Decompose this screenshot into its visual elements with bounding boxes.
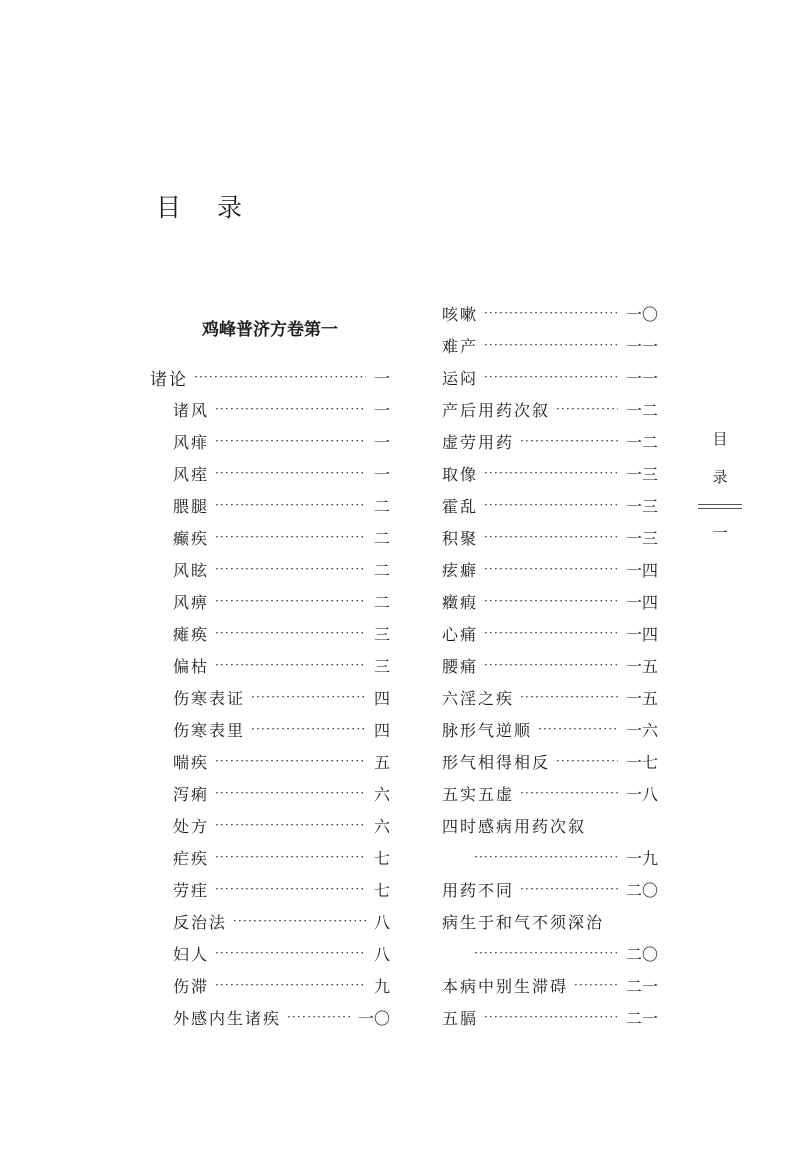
toc-entry[interactable] [442,621,658,645]
leader-dots [484,626,618,640]
entry-page: 一三 [625,464,658,484]
entry-label: 五实五虚 [442,784,515,804]
toc-entry[interactable] [442,1005,658,1029]
entry-page: 一〇 [625,304,658,324]
toc-entry[interactable] [150,685,390,709]
entry-page: 一 [373,432,390,452]
entry-label: 癥瘕 [442,592,479,612]
entry-page: 六 [373,784,390,804]
entry-label: 六淫之疾 [442,688,515,708]
toc-entry[interactable] [150,973,390,997]
leader-dots [556,754,618,768]
leader-dots [215,434,366,448]
toc-entry-continuation[interactable] [442,941,658,965]
toc-entry[interactable] [150,493,390,517]
entry-label: 产后用药次叙 [442,400,551,420]
leader-dots [520,434,618,448]
leader-dots [251,690,366,704]
toc-entry[interactable] [442,813,658,837]
toc-entry[interactable] [150,589,390,613]
toc-entry[interactable] [150,653,390,677]
toc-entry[interactable] [150,941,390,965]
entry-page: 九 [373,976,390,996]
toc-entry[interactable] [150,813,390,837]
leader-dots [215,658,366,672]
leader-dots [215,530,366,544]
entry-page: 一 [373,400,390,420]
toc-entry[interactable] [442,781,658,805]
entry-page: 八 [373,944,390,964]
toc-entry[interactable] [442,301,658,325]
entry-label: 偏枯 [173,656,210,676]
toc-entry[interactable] [442,653,658,677]
leader-dots [484,338,618,352]
leader-dots [215,594,366,608]
entry-label: 难产 [442,336,479,356]
entry-label: 瘫痪 [173,624,210,644]
entry-label: 劳疰 [173,880,210,900]
entry-label: 泻痢 [173,784,210,804]
leader-dots [484,1010,618,1024]
entry-page: 一八 [625,784,658,804]
toc-entry[interactable] [150,909,390,933]
toc-entry[interactable] [150,749,390,773]
entry-label: 疟疾 [173,848,210,868]
leader-dots [484,466,618,480]
volume-title: 鸡峰普济方卷第一 [202,320,338,340]
leader-dots [215,818,366,832]
side-tab-char: 录 [712,468,728,486]
leader-dots [484,658,618,672]
toc-entry[interactable] [442,973,658,997]
toc-entry[interactable] [442,557,658,581]
entry-page: 二〇 [625,944,658,964]
side-tab-char: 目 [712,430,728,448]
leader-dots [287,1010,350,1024]
toc-entry-heading[interactable] [150,365,390,389]
leader-dots [215,466,366,480]
page-number: 一 [712,524,728,542]
entry-page: 一七 [625,752,658,772]
toc-entry[interactable] [150,525,390,549]
leader-dots [215,498,366,512]
entry-page: 一五 [625,656,658,676]
toc-entry[interactable] [442,429,658,453]
toc-entry[interactable] [442,589,658,613]
entry-label: 脉形气逆顺 [442,720,533,740]
entry-label: 虚劳用药 [442,432,515,452]
entry-page: 八 [373,912,390,932]
leader-dots [484,562,618,576]
toc-entry[interactable] [150,781,390,805]
entry-label: 五膈 [442,1008,479,1028]
toc-entry-continuation[interactable] [442,845,658,869]
toc-entry[interactable] [150,461,390,485]
entry-page: 四 [373,688,390,708]
entry-label: 癫疾 [173,528,210,548]
entry-label: 反治法 [173,912,228,932]
toc-entry[interactable] [150,557,390,581]
entry-label: 心痛 [442,624,479,644]
toc-entry[interactable] [442,685,658,709]
entry-label: 伤滞 [173,976,210,996]
entry-page: 七 [373,848,390,868]
entry-page: 一一 [625,336,658,356]
entry-label: 伤寒表里 [173,720,246,740]
toc-entry[interactable] [442,877,658,901]
toc-entry[interactable] [442,461,658,485]
leader-dots [484,530,618,544]
toc-entry[interactable] [150,717,390,741]
leader-dots [556,402,618,416]
toc-entry[interactable] [442,397,658,421]
leader-dots [538,722,618,736]
entry-page: 七 [373,880,390,900]
entry-label: 风痓 [173,464,210,484]
entry-label: 处方 [173,816,210,836]
entry-page: 一九 [625,848,658,868]
entry-page: 一三 [625,528,658,548]
leader-dots [484,498,618,512]
entry-label: 风痹 [173,592,210,612]
entry-label: 痃癖 [442,560,479,580]
entry-label: 风眩 [173,560,210,580]
entry-page: 三 [373,656,390,676]
entry-page: 三 [373,624,390,644]
leader-dots [215,626,366,640]
entry-label: 本病中别生滞碍 [442,976,569,996]
entry-label: 形气相得相反 [442,752,551,772]
leader-dots [484,306,618,320]
entry-page: 一二 [625,432,658,452]
entry-label: 霍乱 [442,496,479,516]
entry-page: 四 [373,720,390,740]
entry-page: 二一 [625,1008,658,1028]
entry-page: 一二 [625,400,658,420]
entry-page: 二 [373,528,390,548]
entry-label: 风痱 [173,432,210,452]
entry-label: 用药不同 [442,880,515,900]
entry-label: 外感内生诸疾 [173,1008,282,1028]
toc-entry[interactable] [150,845,390,869]
leader-dots [215,882,366,896]
entry-page: 一 [373,368,390,388]
leader-dots [215,754,366,768]
entry-page: 二〇 [625,880,658,900]
entry-page: 一六 [625,720,658,740]
entry-label: 诸风 [173,400,210,420]
leader-dots [251,722,366,736]
entry-label: 伤寒表证 [173,688,246,708]
leader-dots [474,850,618,864]
entry-page: 二一 [625,976,658,996]
entry-label: 腲腿 [173,496,210,516]
entry-label: 四时感病用药次叙 [442,816,587,836]
entry-label: 妇人 [173,944,210,964]
toc-entry[interactable] [442,749,658,773]
entry-label: 咳嗽 [442,304,479,324]
leader-dots [215,850,366,864]
leader-dots [215,786,366,800]
toc-entry[interactable] [442,525,658,549]
leader-dots [194,370,366,384]
entry-label: 积聚 [442,528,479,548]
leader-dots [215,562,366,576]
leader-dots [233,914,366,928]
leader-dots [474,946,618,960]
entry-label: 运闷 [442,368,479,388]
leader-dots [574,978,618,992]
toc-entry[interactable] [442,493,658,517]
leader-dots [520,690,618,704]
toc-entry[interactable] [150,1005,390,1029]
entry-page: 六 [373,816,390,836]
toc-entry[interactable] [442,717,658,741]
entry-page: 二 [373,496,390,516]
entry-page: 一四 [625,560,658,580]
toc-entry[interactable] [150,877,390,901]
entry-label: 取像 [442,464,479,484]
entry-page: 一四 [625,592,658,612]
toc-entry[interactable] [442,333,658,357]
entry-page: 二 [373,592,390,612]
page-title: 目 录 [156,193,256,222]
entry-page: 二 [373,560,390,580]
leader-dots [484,370,618,384]
side-tab-double-rule [698,504,742,509]
leader-dots [215,946,366,960]
entry-label: 病生于和气不须深治 [442,912,605,932]
entry-page: 一四 [625,624,658,644]
leader-dots [520,786,618,800]
leader-dots [484,594,618,608]
entry-page: 一一 [625,368,658,388]
toc-entry[interactable] [150,621,390,645]
entry-label: 诸论 [150,369,188,390]
leader-dots [520,882,618,896]
entry-page: 一 [373,464,390,484]
toc-entry[interactable] [150,429,390,453]
leader-dots [215,402,366,416]
entry-page: 一三 [625,496,658,516]
toc-entry[interactable] [442,365,658,389]
entry-label: 腰痛 [442,656,479,676]
toc-entry[interactable] [442,909,658,933]
entry-page: 一五 [625,688,658,708]
entry-page: 五 [373,752,390,772]
entry-page: 一〇 [357,1008,390,1028]
entry-label: 喘疾 [173,752,210,772]
toc-entry[interactable] [150,397,390,421]
leader-dots [215,978,366,992]
